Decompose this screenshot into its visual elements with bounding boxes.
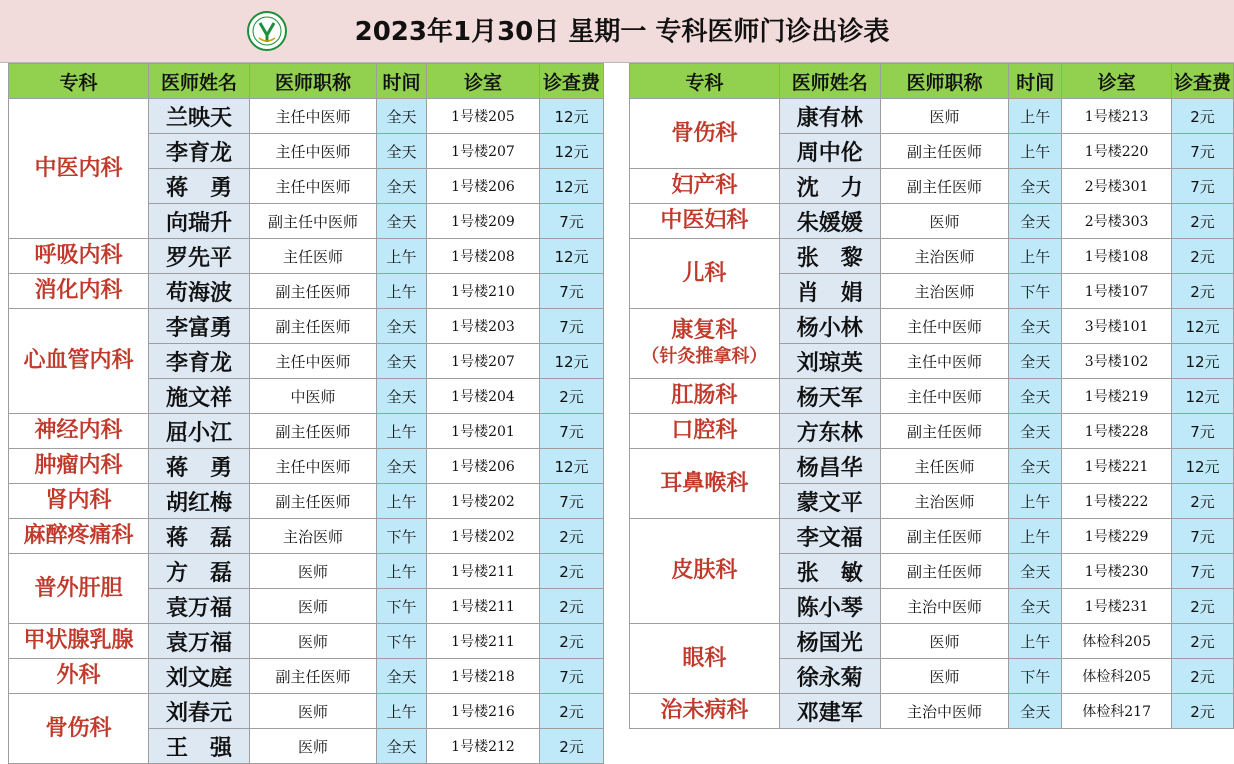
header-room: 诊室: [1062, 64, 1172, 99]
doctor-name: 张 黎: [779, 239, 880, 274]
dept-cell: [9, 659, 149, 694]
dept-label: 骨伤科: [45, 715, 112, 741]
header-title: 医师职称: [880, 64, 1009, 99]
doctor-title: 副主任医师: [880, 554, 1009, 589]
dept-cell: [630, 624, 780, 694]
time-cell: 上午: [377, 484, 427, 519]
doctor-name: 陈小琴: [779, 589, 880, 624]
header-name: 医师姓名: [779, 64, 880, 99]
doctor-name: 屈小江: [149, 414, 250, 449]
doctor-title: 医师: [880, 204, 1009, 239]
doctor-title: 副主任医师: [880, 169, 1009, 204]
dept-label: 妇产科: [671, 173, 738, 198]
doctor-title: 医师: [880, 659, 1009, 694]
doctor-name: 蒙文平: [779, 484, 880, 519]
fee-cell: 2元: [1171, 694, 1233, 729]
fee-cell: 7元: [540, 204, 604, 239]
table-row: [630, 624, 1234, 659]
room-cell: 1号楼206: [427, 449, 540, 484]
dept-cell: [630, 414, 780, 449]
room-cell: 1号楼228: [1062, 414, 1172, 449]
dept-cell: [9, 519, 149, 554]
table-row: [9, 624, 604, 659]
room-cell: 1号楼201: [427, 414, 540, 449]
fee-cell: 7元: [540, 484, 604, 519]
fee-cell: 7元: [540, 414, 604, 449]
room-cell: 1号楼203: [427, 309, 540, 344]
room-cell: 1号楼219: [1062, 379, 1172, 414]
time-cell: 全天: [377, 99, 427, 134]
fee-cell: 2元: [540, 694, 604, 729]
dept-cell: [630, 204, 780, 239]
table-row: [630, 239, 1234, 274]
fee-cell: 2元: [1171, 204, 1233, 239]
doctor-title: 医师: [880, 624, 1009, 659]
dept-label: 外科: [56, 663, 101, 688]
doctor-title: 主任中医师: [250, 99, 377, 134]
doctor-name: 李富勇: [149, 309, 250, 344]
fee-cell: 7元: [540, 309, 604, 344]
fee-cell: 2元: [1171, 99, 1233, 134]
fee-cell: 12元: [540, 344, 604, 379]
time-cell: 上午: [377, 414, 427, 449]
doctor-name: 施文祥: [149, 379, 250, 414]
time-cell: 全天: [377, 449, 427, 484]
table-row: [9, 309, 604, 344]
fee-cell: 12元: [1171, 379, 1233, 414]
table-body-right: [630, 99, 1234, 729]
doctor-name: 康有林: [779, 99, 880, 134]
time-cell: 全天: [1009, 169, 1062, 204]
doctor-title: 副主任医师: [880, 414, 1009, 449]
dept-cell: [9, 694, 149, 764]
time-cell: 全天: [1009, 554, 1062, 589]
dept-cell: [9, 414, 149, 449]
fee-cell: 2元: [540, 624, 604, 659]
time-cell: 全天: [1009, 589, 1062, 624]
dept-label: 中医妇科: [660, 208, 749, 233]
room-cell: 2号楼301: [1062, 169, 1172, 204]
doctor-name: 王 强: [149, 729, 250, 764]
doctor-title: 副主任医师: [250, 309, 377, 344]
fee-cell: 7元: [1171, 414, 1233, 449]
dept-label: 耳鼻喉科: [660, 470, 749, 496]
dept-cell: [9, 99, 149, 239]
room-cell: 1号楼222: [1062, 484, 1172, 519]
dept-label: 呼吸内科: [34, 243, 123, 268]
fee-cell: 12元: [540, 449, 604, 484]
time-cell: 全天: [377, 659, 427, 694]
fee-cell: 7元: [1171, 519, 1233, 554]
fee-cell: 7元: [1171, 169, 1233, 204]
table-row: [630, 449, 1234, 484]
room-cell: 1号楼204: [427, 379, 540, 414]
table-row: [630, 694, 1234, 729]
header-row: [9, 64, 604, 99]
time-cell: 上午: [377, 239, 427, 274]
doctor-title: 主任中医师: [880, 379, 1009, 414]
doctor-title: 副主任医师: [250, 659, 377, 694]
table-row: [630, 204, 1234, 239]
fee-cell: 12元: [540, 169, 604, 204]
dept-label: 眼科: [682, 645, 727, 671]
room-cell: 2号楼303: [1062, 204, 1172, 239]
doctor-name: 刘春元: [149, 694, 250, 729]
header-room: 诊室: [427, 64, 540, 99]
doctor-title: 主治医师: [250, 519, 377, 554]
doctor-title: 主任中医师: [250, 344, 377, 379]
time-cell: 全天: [377, 134, 427, 169]
doctor-title: 医师: [250, 554, 377, 589]
dept-sublabel: （针灸推拿科）: [641, 345, 768, 367]
doctor-name: 袁万福: [149, 589, 250, 624]
dept-cell: [630, 169, 780, 204]
header-row: [630, 64, 1234, 99]
doctor-title: 主任医师: [880, 449, 1009, 484]
time-cell: 全天: [377, 169, 427, 204]
doctor-name: 方东林: [779, 414, 880, 449]
doctor-title: 主任中医师: [880, 309, 1009, 344]
time-cell: 下午: [377, 589, 427, 624]
dept-label: 治未病科: [660, 698, 749, 723]
dept-cell: [9, 624, 149, 659]
room-cell: 1号楼202: [427, 519, 540, 554]
dept-label: 骨伤科: [671, 120, 738, 146]
dept-label: 神经内科: [34, 418, 123, 443]
room-cell: 1号楼211: [427, 589, 540, 624]
table-row: [630, 379, 1234, 414]
room-cell: 1号楼230: [1062, 554, 1172, 589]
dept-cell: [9, 309, 149, 414]
table-row: [9, 694, 604, 729]
doctor-title: 主任中医师: [250, 134, 377, 169]
title-bar: [0, 0, 1234, 63]
table-row: [630, 169, 1234, 204]
time-cell: 全天: [377, 204, 427, 239]
doctor-title: 主治医师: [880, 274, 1009, 309]
dept-label: 心血管内科: [23, 348, 134, 373]
doctor-name: 周中伦: [779, 134, 880, 169]
room-cell: 1号楼108: [1062, 239, 1172, 274]
doctor-name: 刘文庭: [149, 659, 250, 694]
header-fee: 诊查费: [1171, 64, 1233, 99]
table-row: [9, 659, 604, 694]
doctor-name: 方 磊: [149, 554, 250, 589]
time-cell: 下午: [1009, 659, 1062, 694]
fee-cell: 12元: [1171, 344, 1233, 379]
doctor-title: 副主任医师: [250, 274, 377, 309]
room-cell: 1号楼209: [427, 204, 540, 239]
room-cell: 1号楼220: [1062, 134, 1172, 169]
table-row: [9, 554, 604, 589]
room-cell: 1号楼208: [427, 239, 540, 274]
fee-cell: 7元: [540, 274, 604, 309]
time-cell: 全天: [1009, 694, 1062, 729]
fee-cell: 2元: [1171, 589, 1233, 624]
doctor-name: 蒋 勇: [149, 449, 250, 484]
fee-cell: 2元: [1171, 624, 1233, 659]
doctor-title: 主治医师: [880, 239, 1009, 274]
room-cell: 1号楼231: [1062, 589, 1172, 624]
dept-label: 肛肠科: [671, 383, 738, 408]
dept-label: 口腔科: [671, 418, 738, 443]
room-cell: 1号楼216: [427, 694, 540, 729]
fee-cell: 7元: [1171, 134, 1233, 169]
room-cell: 1号楼205: [427, 99, 540, 134]
dept-cell: [630, 379, 780, 414]
doctor-name: 苟海波: [149, 274, 250, 309]
time-cell: 上午: [1009, 134, 1062, 169]
doctor-name: 沈 力: [779, 169, 880, 204]
time-cell: 全天: [377, 729, 427, 764]
doctor-title: 医师: [250, 624, 377, 659]
doctor-title: 副主任医师: [250, 414, 377, 449]
doctor-name: 袁万福: [149, 624, 250, 659]
fee-cell: 2元: [540, 729, 604, 764]
doctor-name: 兰映天: [149, 99, 250, 134]
room-cell: 3号楼101: [1062, 309, 1172, 344]
dept-label: 皮肤科: [671, 558, 738, 583]
dept-cell: [9, 449, 149, 484]
table-row: [9, 449, 604, 484]
doctor-name: 李育龙: [149, 344, 250, 379]
header-title: 医师职称: [250, 64, 377, 99]
table-row: [630, 99, 1234, 134]
time-cell: 上午: [1009, 99, 1062, 134]
time-cell: 全天: [1009, 344, 1062, 379]
time-cell: 全天: [377, 379, 427, 414]
doctor-name: 邓建军: [779, 694, 880, 729]
doctor-name: 李育龙: [149, 134, 250, 169]
room-cell: 3号楼102: [1062, 344, 1172, 379]
doctor-title: 中医师: [250, 379, 377, 414]
table-row: [9, 239, 604, 274]
time-cell: 上午: [377, 694, 427, 729]
room-cell: 体检科205: [1062, 659, 1172, 694]
doctor-title: 主任中医师: [250, 169, 377, 204]
time-cell: 上午: [1009, 624, 1062, 659]
dept-label: 普外肝胆: [34, 575, 123, 601]
dept-cell: [630, 694, 780, 729]
dept-cell: [630, 239, 780, 309]
room-cell: 1号楼107: [1062, 274, 1172, 309]
room-cell: 1号楼207: [427, 134, 540, 169]
table-row: [9, 99, 604, 134]
dept-cell: [630, 309, 780, 379]
doctor-name: 向瑞升: [149, 204, 250, 239]
fee-cell: 12元: [1171, 309, 1233, 344]
doctor-name: 张 敏: [779, 554, 880, 589]
doctor-name: 蒋 勇: [149, 169, 250, 204]
fee-cell: 2元: [1171, 239, 1233, 274]
doctor-title: 副主任医师: [880, 519, 1009, 554]
fee-cell: 2元: [540, 379, 604, 414]
doctor-title: 医师: [250, 694, 377, 729]
doctor-title: 医师: [250, 589, 377, 624]
room-cell: 1号楼229: [1062, 519, 1172, 554]
doctor-name: 杨天军: [779, 379, 880, 414]
header-fee: 诊查费: [540, 64, 604, 99]
time-cell: 全天: [1009, 414, 1062, 449]
dept-cell: [9, 239, 149, 274]
dept-cell: [630, 99, 780, 169]
table-row: [630, 414, 1234, 449]
doctor-name: 朱媛媛: [779, 204, 880, 239]
header-dept: 专科: [9, 64, 149, 99]
schedule-table-left: [8, 63, 604, 764]
fee-cell: 2元: [1171, 274, 1233, 309]
dept-label: 肿瘤内科: [34, 453, 123, 478]
doctor-title: 副主任医师: [250, 484, 377, 519]
room-cell: 1号楼211: [427, 554, 540, 589]
page-title: 2023年1月30日 星期一 专科医师门诊出诊表: [354, 17, 890, 47]
header-dept: 专科: [630, 64, 780, 99]
room-cell: 1号楼210: [427, 274, 540, 309]
fee-cell: 2元: [1171, 484, 1233, 519]
time-cell: 上午: [1009, 239, 1062, 274]
time-cell: 上午: [377, 274, 427, 309]
room-cell: 1号楼221: [1062, 449, 1172, 484]
room-cell: 1号楼211: [427, 624, 540, 659]
room-cell: 1号楼212: [427, 729, 540, 764]
room-cell: 1号楼213: [1062, 99, 1172, 134]
dept-label: 消化内科: [34, 278, 123, 303]
doctor-title: 副主任中医师: [250, 204, 377, 239]
doctor-title: 主任医师: [250, 239, 377, 274]
fee-cell: 12元: [540, 134, 604, 169]
table-body-left: [9, 99, 604, 764]
doctor-name: 胡红梅: [149, 484, 250, 519]
time-cell: 全天: [1009, 449, 1062, 484]
time-cell: 全天: [377, 344, 427, 379]
room-cell: 1号楼218: [427, 659, 540, 694]
doctor-name: 杨国光: [779, 624, 880, 659]
doctor-title: 主治医师: [880, 484, 1009, 519]
doctor-name: 肖 娟: [779, 274, 880, 309]
time-cell: 下午: [1009, 274, 1062, 309]
table-row: [630, 519, 1234, 554]
doctor-name: 李文福: [779, 519, 880, 554]
doctor-name: 徐永菊: [779, 659, 880, 694]
fee-cell: 7元: [1171, 554, 1233, 589]
schedule-table-right: [629, 63, 1234, 729]
dept-label: 儿科: [682, 260, 727, 286]
table-row: [630, 309, 1234, 344]
fee-cell: 12元: [540, 99, 604, 134]
fee-cell: 12元: [1171, 449, 1233, 484]
time-cell: 全天: [1009, 204, 1062, 239]
doctor-title: 主治中医师: [880, 694, 1009, 729]
doctor-title: 主任中医师: [880, 344, 1009, 379]
doctor-title: 医师: [250, 729, 377, 764]
time-cell: 下午: [377, 624, 427, 659]
room-cell: 1号楼206: [427, 169, 540, 204]
doctor-title: 医师: [880, 99, 1009, 134]
table-row: [9, 414, 604, 449]
room-cell: 1号楼207: [427, 344, 540, 379]
fee-cell: 7元: [540, 659, 604, 694]
room-cell: 体检科217: [1062, 694, 1172, 729]
dept-cell: [9, 274, 149, 309]
dept-label: 康复科: [671, 317, 738, 343]
doctor-name: 杨昌华: [779, 449, 880, 484]
table-row: [9, 274, 604, 309]
table-row: [9, 484, 604, 519]
doctor-name: 蒋 磊: [149, 519, 250, 554]
doctor-name: 刘琼英: [779, 344, 880, 379]
dept-cell: [9, 484, 149, 519]
fee-cell: 2元: [540, 589, 604, 624]
header-time: 时间: [1009, 64, 1062, 99]
fee-cell: 12元: [540, 239, 604, 274]
dept-cell: [9, 554, 149, 624]
time-cell: 上午: [1009, 519, 1062, 554]
doctor-name: 罗先平: [149, 239, 250, 274]
dept-label: 甲状腺乳腺: [23, 628, 134, 653]
fee-cell: 2元: [540, 519, 604, 554]
room-cell: 1号楼202: [427, 484, 540, 519]
time-cell: 下午: [377, 519, 427, 554]
room-cell: 体检科205: [1062, 624, 1172, 659]
time-cell: 上午: [1009, 484, 1062, 519]
time-cell: 上午: [377, 554, 427, 589]
dept-cell: [630, 519, 780, 624]
doctor-title: 主治中医师: [880, 589, 1009, 624]
header-name: 医师姓名: [149, 64, 250, 99]
header-time: 时间: [377, 64, 427, 99]
doctor-title: 副主任医师: [880, 134, 1009, 169]
time-cell: 全天: [1009, 309, 1062, 344]
fee-cell: 2元: [1171, 659, 1233, 694]
table-row: [9, 519, 604, 554]
dept-label: 肾内科: [45, 488, 112, 513]
fee-cell: 2元: [540, 554, 604, 589]
dept-label: 中医内科: [34, 155, 123, 181]
doctor-name: 杨小林: [779, 309, 880, 344]
doctor-title: 主任中医师: [250, 449, 377, 484]
time-cell: 全天: [1009, 379, 1062, 414]
dept-cell: [630, 449, 780, 519]
time-cell: 全天: [377, 309, 427, 344]
dept-label: 麻醉疼痛科: [23, 523, 134, 548]
